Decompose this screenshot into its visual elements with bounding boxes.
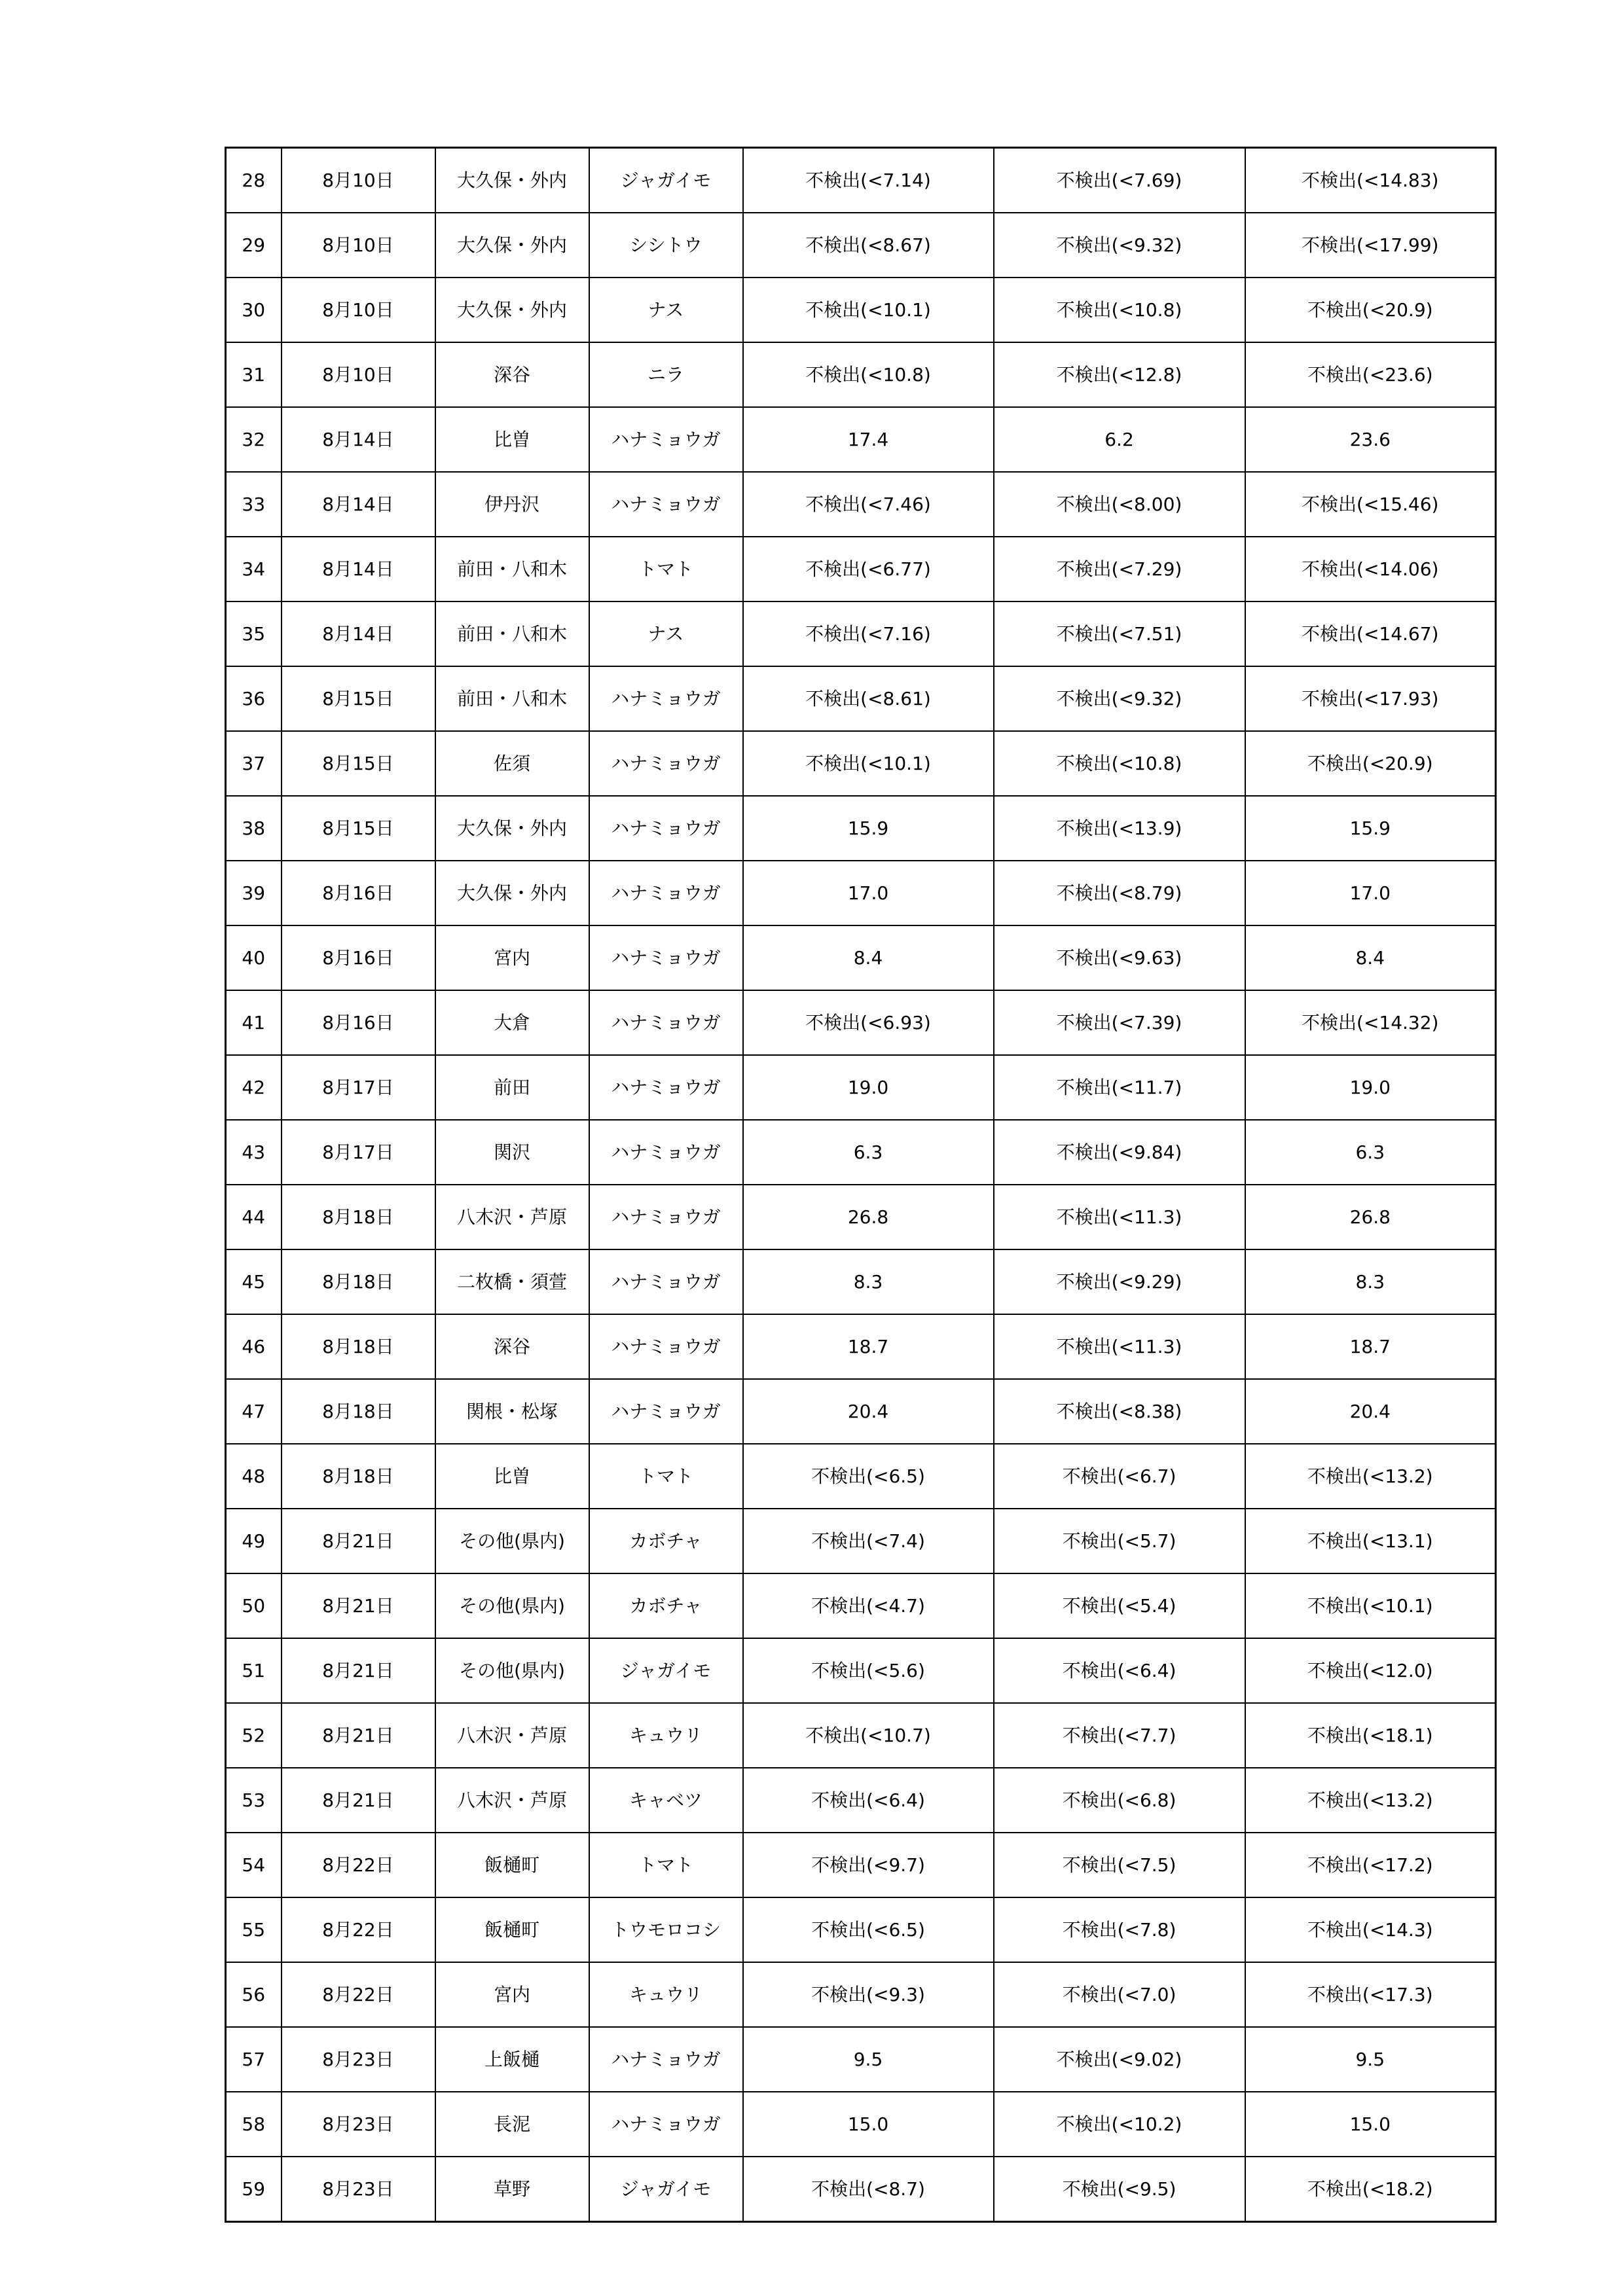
date-cell: 8月18日 — [282, 1185, 435, 1249]
area-cell: 大久保・外内 — [435, 278, 589, 342]
date-cell: 8月15日 — [282, 796, 435, 861]
value-3-cell: 23.6 — [1245, 407, 1496, 472]
value-3-cell: 8.3 — [1245, 1249, 1496, 1314]
value-2-cell: 不検出(<7.69) — [994, 148, 1245, 213]
date-cell: 8月22日 — [282, 1833, 435, 1897]
value-1-cell: 不検出(<6.5) — [743, 1444, 994, 1509]
item-cell: ハナミョウガ — [589, 1055, 743, 1120]
table-row — [226, 1444, 1496, 1509]
area-cell: 八木沢・芦原 — [435, 1185, 589, 1249]
value-1-cell: 不検出(<7.14) — [743, 148, 994, 213]
table-row — [226, 1120, 1496, 1185]
value-1-cell: 15.9 — [743, 796, 994, 861]
row-number-cell: 33 — [226, 472, 282, 537]
row-number-cell: 36 — [226, 666, 282, 731]
value-3-cell: 15.0 — [1245, 2092, 1496, 2157]
value-1-cell: 不検出(<8.67) — [743, 213, 994, 278]
table-row — [226, 1573, 1496, 1638]
value-3-cell: 不検出(<17.2) — [1245, 1833, 1496, 1897]
area-cell: その他(県内) — [435, 1573, 589, 1638]
table-row — [226, 1962, 1496, 2027]
table-row — [226, 472, 1496, 537]
value-1-cell: 不検出(<8.61) — [743, 666, 994, 731]
value-2-cell: 不検出(<7.5) — [994, 1833, 1245, 1897]
table-row — [226, 1703, 1496, 1768]
table-row — [226, 2092, 1496, 2157]
table-row — [226, 1833, 1496, 1897]
value-2-cell: 不検出(<6.4) — [994, 1638, 1245, 1703]
item-cell: ハナミョウガ — [589, 731, 743, 796]
value-3-cell: 不検出(<17.93) — [1245, 666, 1496, 731]
table-row — [226, 925, 1496, 990]
value-3-cell: 不検出(<13.1) — [1245, 1509, 1496, 1573]
item-cell: ハナミョウガ — [589, 407, 743, 472]
area-cell: 大久保・外内 — [435, 213, 589, 278]
value-3-cell: 不検出(<15.46) — [1245, 472, 1496, 537]
value-1-cell: 不検出(<10.1) — [743, 278, 994, 342]
value-3-cell: 不検出(<17.99) — [1245, 213, 1496, 278]
table-row — [226, 342, 1496, 407]
date-cell: 8月10日 — [282, 278, 435, 342]
area-cell: 深谷 — [435, 342, 589, 407]
area-cell: 宮内 — [435, 925, 589, 990]
value-3-cell: 不検出(<14.06) — [1245, 537, 1496, 601]
row-number-cell: 47 — [226, 1379, 282, 1444]
value-3-cell: 不検出(<10.1) — [1245, 1573, 1496, 1638]
date-cell: 8月23日 — [282, 2092, 435, 2157]
value-3-cell: 17.0 — [1245, 861, 1496, 925]
value-2-cell: 不検出(<13.9) — [994, 796, 1245, 861]
date-cell: 8月14日 — [282, 601, 435, 666]
area-cell: 宮内 — [435, 1962, 589, 2027]
date-cell: 8月23日 — [282, 2157, 435, 2222]
value-1-cell: 18.7 — [743, 1314, 994, 1379]
date-cell: 8月10日 — [282, 148, 435, 213]
row-number-cell: 43 — [226, 1120, 282, 1185]
value-2-cell: 不検出(<7.29) — [994, 537, 1245, 601]
value-3-cell: 不検出(<14.67) — [1245, 601, 1496, 666]
item-cell: トマト — [589, 1833, 743, 1897]
area-cell: その他(県内) — [435, 1638, 589, 1703]
table-row — [226, 1055, 1496, 1120]
table-row — [226, 731, 1496, 796]
area-cell: 前田・八和木 — [435, 601, 589, 666]
value-2-cell: 6.2 — [994, 407, 1245, 472]
table-row — [226, 2157, 1496, 2222]
table-row — [226, 601, 1496, 666]
date-cell: 8月14日 — [282, 537, 435, 601]
date-cell: 8月23日 — [282, 2027, 435, 2092]
value-1-cell: 9.5 — [743, 2027, 994, 2092]
item-cell: ハナミョウガ — [589, 2027, 743, 2092]
value-1-cell: 26.8 — [743, 1185, 994, 1249]
value-2-cell: 不検出(<9.02) — [994, 2027, 1245, 2092]
date-cell: 8月21日 — [282, 1509, 435, 1573]
value-3-cell: 不検出(<18.1) — [1245, 1703, 1496, 1768]
row-number-cell: 34 — [226, 537, 282, 601]
date-cell: 8月21日 — [282, 1703, 435, 1768]
row-number-cell: 51 — [226, 1638, 282, 1703]
value-2-cell: 不検出(<10.8) — [994, 278, 1245, 342]
value-2-cell: 不検出(<9.5) — [994, 2157, 1245, 2222]
item-cell: キュウリ — [589, 1962, 743, 2027]
row-number-cell: 50 — [226, 1573, 282, 1638]
row-number-cell: 42 — [226, 1055, 282, 1120]
value-1-cell: 20.4 — [743, 1379, 994, 1444]
value-2-cell: 不検出(<10.2) — [994, 2092, 1245, 2157]
value-3-cell: 不検出(<17.3) — [1245, 1962, 1496, 2027]
value-3-cell: 9.5 — [1245, 2027, 1496, 2092]
area-cell: 大久保・外内 — [435, 796, 589, 861]
table-row — [226, 213, 1496, 278]
date-cell: 8月15日 — [282, 731, 435, 796]
area-cell: 前田 — [435, 1055, 589, 1120]
date-cell: 8月16日 — [282, 990, 435, 1055]
row-number-cell: 55 — [226, 1897, 282, 1962]
row-number-cell: 37 — [226, 731, 282, 796]
area-cell: 草野 — [435, 2157, 589, 2222]
area-cell: 関根・松塚 — [435, 1379, 589, 1444]
value-1-cell: 不検出(<7.46) — [743, 472, 994, 537]
area-cell: 比曽 — [435, 407, 589, 472]
value-2-cell: 不検出(<9.84) — [994, 1120, 1245, 1185]
row-number-cell: 35 — [226, 601, 282, 666]
value-1-cell: 不検出(<9.7) — [743, 1833, 994, 1897]
item-cell: ハナミョウガ — [589, 1120, 743, 1185]
area-cell: 長泥 — [435, 2092, 589, 2157]
value-3-cell: 不検出(<14.3) — [1245, 1897, 1496, 1962]
value-3-cell: 不検出(<23.6) — [1245, 342, 1496, 407]
row-number-cell: 29 — [226, 213, 282, 278]
value-3-cell: 20.4 — [1245, 1379, 1496, 1444]
value-1-cell: 不検出(<7.16) — [743, 601, 994, 666]
table-row — [226, 148, 1496, 213]
row-number-cell: 59 — [226, 2157, 282, 2222]
value-2-cell: 不検出(<9.29) — [994, 1249, 1245, 1314]
area-cell: 八木沢・芦原 — [435, 1768, 589, 1833]
value-1-cell: 6.3 — [743, 1120, 994, 1185]
value-1-cell: 不検出(<10.1) — [743, 731, 994, 796]
item-cell: ハナミョウガ — [589, 925, 743, 990]
area-cell: 飯樋町 — [435, 1833, 589, 1897]
value-3-cell: 不検出(<12.0) — [1245, 1638, 1496, 1703]
value-3-cell: 6.3 — [1245, 1120, 1496, 1185]
value-2-cell: 不検出(<5.7) — [994, 1509, 1245, 1573]
date-cell: 8月14日 — [282, 407, 435, 472]
row-number-cell: 44 — [226, 1185, 282, 1249]
value-2-cell: 不検出(<11.3) — [994, 1185, 1245, 1249]
row-number-cell: 49 — [226, 1509, 282, 1573]
table-row — [226, 1249, 1496, 1314]
area-cell: 伊丹沢 — [435, 472, 589, 537]
row-number-cell: 45 — [226, 1249, 282, 1314]
date-cell: 8月21日 — [282, 1573, 435, 1638]
area-cell: 深谷 — [435, 1314, 589, 1379]
item-cell: ハナミョウガ — [589, 990, 743, 1055]
value-1-cell: 不検出(<6.4) — [743, 1768, 994, 1833]
area-cell: その他(県内) — [435, 1509, 589, 1573]
value-2-cell: 不検出(<10.8) — [994, 731, 1245, 796]
value-3-cell: 26.8 — [1245, 1185, 1496, 1249]
item-cell: カボチャ — [589, 1573, 743, 1638]
date-cell: 8月17日 — [282, 1055, 435, 1120]
item-cell: ジャガイモ — [589, 1638, 743, 1703]
row-number-cell: 41 — [226, 990, 282, 1055]
date-cell: 8月15日 — [282, 666, 435, 731]
value-1-cell: 不検出(<10.8) — [743, 342, 994, 407]
table-row — [226, 1185, 1496, 1249]
date-cell: 8月18日 — [282, 1444, 435, 1509]
area-cell: 前田・八和木 — [435, 537, 589, 601]
date-cell: 8月18日 — [282, 1314, 435, 1379]
value-1-cell: 不検出(<4.7) — [743, 1573, 994, 1638]
value-1-cell: 8.3 — [743, 1249, 994, 1314]
date-cell: 8月14日 — [282, 472, 435, 537]
row-number-cell: 48 — [226, 1444, 282, 1509]
value-2-cell: 不検出(<7.51) — [994, 601, 1245, 666]
value-2-cell: 不検出(<6.7) — [994, 1444, 1245, 1509]
item-cell: ハナミョウガ — [589, 1185, 743, 1249]
date-cell: 8月22日 — [282, 1897, 435, 1962]
date-cell: 8月21日 — [282, 1768, 435, 1833]
table-row — [226, 990, 1496, 1055]
area-cell: 上飯樋 — [435, 2027, 589, 2092]
value-2-cell: 不検出(<9.32) — [994, 666, 1245, 731]
date-cell: 8月16日 — [282, 861, 435, 925]
item-cell: キャベツ — [589, 1768, 743, 1833]
date-cell: 8月22日 — [282, 1962, 435, 2027]
value-3-cell: 不検出(<18.2) — [1245, 2157, 1496, 2222]
value-1-cell: 不検出(<6.5) — [743, 1897, 994, 1962]
value-2-cell: 不検出(<7.7) — [994, 1703, 1245, 1768]
area-cell: 飯樋町 — [435, 1897, 589, 1962]
value-1-cell: 不検出(<5.6) — [743, 1638, 994, 1703]
area-cell: 比曽 — [435, 1444, 589, 1509]
item-cell: ハナミョウガ — [589, 796, 743, 861]
value-3-cell: 不検出(<13.2) — [1245, 1768, 1496, 1833]
area-cell: 佐須 — [435, 731, 589, 796]
item-cell: ナス — [589, 278, 743, 342]
item-cell: トウモロコシ — [589, 1897, 743, 1962]
item-cell: ジャガイモ — [589, 148, 743, 213]
row-number-cell: 57 — [226, 2027, 282, 2092]
value-2-cell: 不検出(<7.0) — [994, 1962, 1245, 2027]
value-2-cell: 不検出(<12.8) — [994, 342, 1245, 407]
area-cell: 前田・八和木 — [435, 666, 589, 731]
date-cell: 8月18日 — [282, 1249, 435, 1314]
item-cell: ハナミョウガ — [589, 472, 743, 537]
row-number-cell: 38 — [226, 796, 282, 861]
table-row — [226, 796, 1496, 861]
item-cell: ジャガイモ — [589, 2157, 743, 2222]
date-cell: 8月17日 — [282, 1120, 435, 1185]
item-cell: トマト — [589, 1444, 743, 1509]
item-cell: ハナミョウガ — [589, 1249, 743, 1314]
value-2-cell: 不検出(<9.32) — [994, 213, 1245, 278]
value-1-cell: 8.4 — [743, 925, 994, 990]
row-number-cell: 30 — [226, 278, 282, 342]
row-number-cell: 54 — [226, 1833, 282, 1897]
value-2-cell: 不検出(<8.38) — [994, 1379, 1245, 1444]
date-cell: 8月18日 — [282, 1379, 435, 1444]
value-1-cell: 不検出(<6.77) — [743, 537, 994, 601]
value-1-cell: 不検出(<6.93) — [743, 990, 994, 1055]
item-cell: キュウリ — [589, 1703, 743, 1768]
value-3-cell: 不検出(<20.9) — [1245, 731, 1496, 796]
item-cell: ハナミョウガ — [589, 666, 743, 731]
value-1-cell: 不検出(<10.7) — [743, 1703, 994, 1768]
row-number-cell: 28 — [226, 148, 282, 213]
table-row — [226, 1509, 1496, 1573]
value-1-cell: 17.4 — [743, 407, 994, 472]
value-3-cell: 不検出(<14.83) — [1245, 148, 1496, 213]
value-1-cell: 17.0 — [743, 861, 994, 925]
table-row — [226, 1314, 1496, 1379]
table-row — [226, 278, 1496, 342]
value-1-cell: 15.0 — [743, 2092, 994, 2157]
row-number-cell: 40 — [226, 925, 282, 990]
value-2-cell: 不検出(<7.8) — [994, 1897, 1245, 1962]
row-number-cell: 56 — [226, 1962, 282, 2027]
item-cell: ハナミョウガ — [589, 2092, 743, 2157]
item-cell: トマト — [589, 537, 743, 601]
value-2-cell: 不検出(<9.63) — [994, 925, 1245, 990]
item-cell: ハナミョウガ — [589, 861, 743, 925]
value-3-cell: 8.4 — [1245, 925, 1496, 990]
date-cell: 8月10日 — [282, 342, 435, 407]
table-row — [226, 1638, 1496, 1703]
area-cell: 大久保・外内 — [435, 861, 589, 925]
date-cell: 8月16日 — [282, 925, 435, 990]
row-number-cell: 46 — [226, 1314, 282, 1379]
date-cell: 8月10日 — [282, 213, 435, 278]
value-2-cell: 不検出(<6.8) — [994, 1768, 1245, 1833]
table-row — [226, 2027, 1496, 2092]
item-cell: ハナミョウガ — [589, 1379, 743, 1444]
item-cell: ハナミョウガ — [589, 1314, 743, 1379]
value-3-cell: 18.7 — [1245, 1314, 1496, 1379]
value-2-cell: 不検出(<7.39) — [994, 990, 1245, 1055]
value-3-cell: 不検出(<14.32) — [1245, 990, 1496, 1055]
value-2-cell: 不検出(<8.79) — [994, 861, 1245, 925]
value-3-cell: 15.9 — [1245, 796, 1496, 861]
item-cell: ナス — [589, 601, 743, 666]
value-2-cell: 不検出(<5.4) — [994, 1573, 1245, 1638]
value-2-cell: 不検出(<11.3) — [994, 1314, 1245, 1379]
row-number-cell: 31 — [226, 342, 282, 407]
table-row — [226, 537, 1496, 601]
item-cell: カボチャ — [589, 1509, 743, 1573]
row-number-cell: 32 — [226, 407, 282, 472]
table-row — [226, 407, 1496, 472]
value-2-cell: 不検出(<8.00) — [994, 472, 1245, 537]
table-row — [226, 666, 1496, 731]
item-cell: ニラ — [589, 342, 743, 407]
area-cell: 二枚橋・須萱 — [435, 1249, 589, 1314]
area-cell: 大久保・外内 — [435, 148, 589, 213]
value-2-cell: 不検出(<11.7) — [994, 1055, 1245, 1120]
date-cell: 8月21日 — [282, 1638, 435, 1703]
table-row — [226, 861, 1496, 925]
table-row — [226, 1897, 1496, 1962]
value-1-cell: 不検出(<8.7) — [743, 2157, 994, 2222]
row-number-cell: 52 — [226, 1703, 282, 1768]
value-3-cell: 不検出(<13.2) — [1245, 1444, 1496, 1509]
row-number-cell: 58 — [226, 2092, 282, 2157]
item-cell: シシトウ — [589, 213, 743, 278]
value-1-cell: 不検出(<9.3) — [743, 1962, 994, 2027]
area-cell: 関沢 — [435, 1120, 589, 1185]
inspection-results-table — [225, 147, 1497, 2223]
value-1-cell: 不検出(<7.4) — [743, 1509, 994, 1573]
value-1-cell: 19.0 — [743, 1055, 994, 1120]
table-row — [226, 1768, 1496, 1833]
value-3-cell: 不検出(<20.9) — [1245, 278, 1496, 342]
row-number-cell: 53 — [226, 1768, 282, 1833]
row-number-cell: 39 — [226, 861, 282, 925]
area-cell: 大倉 — [435, 990, 589, 1055]
table-row — [226, 1379, 1496, 1444]
table-body — [226, 148, 1496, 2222]
value-3-cell: 19.0 — [1245, 1055, 1496, 1120]
area-cell: 八木沢・芦原 — [435, 1703, 589, 1768]
